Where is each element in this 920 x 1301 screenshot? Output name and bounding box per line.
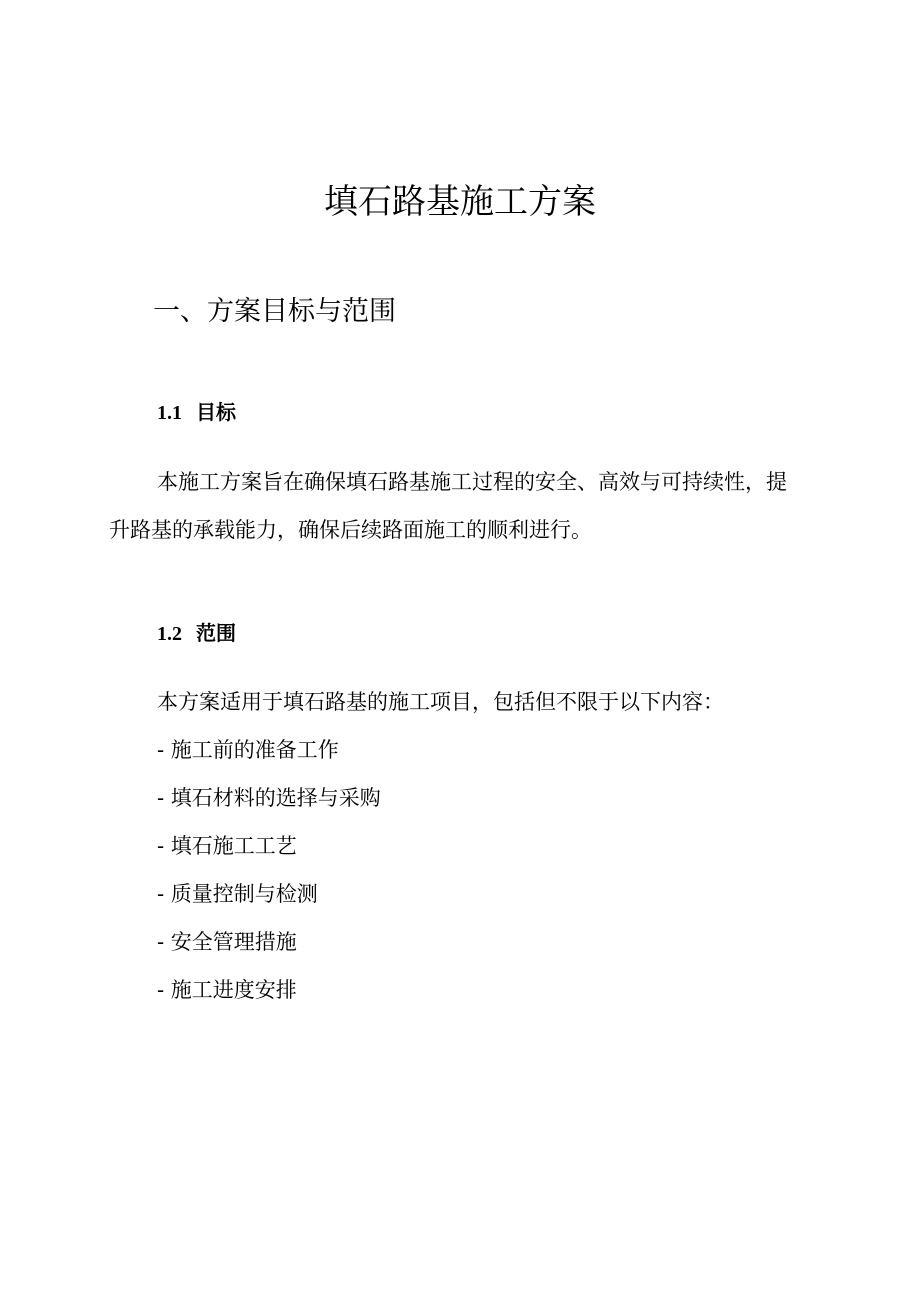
section-heading-1: 一、方案目标与范围 — [153, 296, 396, 327]
list-item: - 填石材料的选择与采购 — [157, 786, 381, 810]
list-item: - 施工进度安排 — [157, 978, 297, 1002]
scope-intro: 本方案适用于填石路基的施工项目，包括但不限于以下内容： — [157, 690, 724, 714]
list-item: - 安全管理措施 — [157, 930, 297, 954]
goal-paragraph: 本施工方案旨在确保填石路基施工过程的安全、高效与可持续性，提升路基的承载能力，确保后续路面施工的顺利进行。 — [109, 470, 787, 542]
subsection-number: 1.1 — [157, 402, 182, 424]
subsection-title: 目标 — [196, 400, 236, 424]
list-item: - 施工前的准备工作 — [157, 738, 339, 762]
document-title: 填石路基施工方案 — [324, 182, 596, 222]
subsection-heading-1-2 — [157, 618, 236, 649]
subsection-heading-1-1 — [157, 397, 236, 428]
list-item: - 质量控制与检测 — [157, 882, 318, 906]
list-item: - 填石施工工艺 — [157, 834, 297, 858]
subsection-title: 范围 — [196, 621, 236, 645]
subsection-number: 1.2 — [157, 623, 182, 645]
